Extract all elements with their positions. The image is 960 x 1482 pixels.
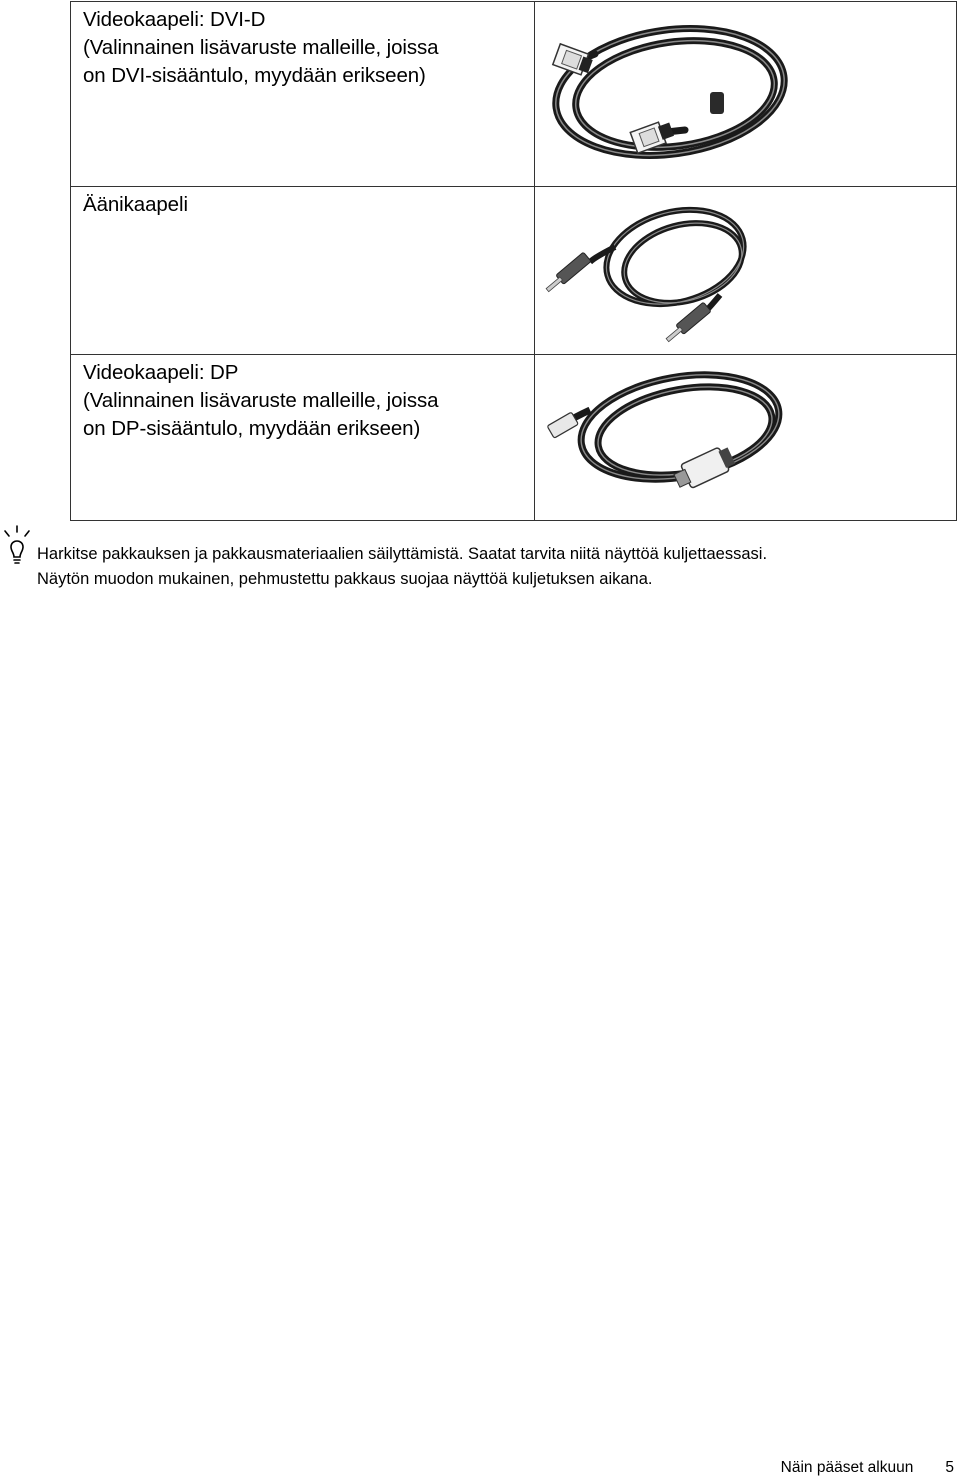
item-note: on DVI-sisääntulo, myydään erikseen): [83, 64, 426, 87]
item-title: Videokaapeli: DP: [83, 361, 239, 384]
page-number: 5: [945, 1459, 954, 1476]
item-description: [71, 187, 535, 355]
audio-cable-illustration: [535, 187, 957, 355]
dvi-cable-illustration: [535, 2, 957, 187]
table-row: [71, 2, 957, 187]
footer-section: Näin pääset alkuun: [780, 1459, 914, 1476]
item-description: [71, 2, 535, 187]
item-note: (Valinnainen lisävaruste malleille, joissa: [83, 389, 439, 412]
item-title: Videokaapeli: DVI-D: [83, 8, 266, 31]
tip-text: [37, 542, 767, 592]
lightbulb-icon: [2, 525, 32, 565]
dp-cable-illustration: [535, 355, 957, 521]
tip-line: Harkitse pakkauksen ja pakkausmateriaalien säilyttämistä. Saatat tarvita niitä näyttöä kuljettaessasi.: [37, 545, 768, 563]
table-row: [71, 187, 957, 355]
tip-line: Näytön muodon mukainen, pehmustettu pakkaus suojaa näyttöä kuljetuksen aikana.: [37, 570, 653, 588]
accessories-table: [70, 1, 957, 521]
table-row: [71, 355, 957, 521]
item-title: Äänikaapeli: [83, 193, 188, 216]
item-note: on DP-sisääntulo, myydään erikseen): [83, 417, 421, 440]
page-footer: [781, 1459, 954, 1477]
item-note: (Valinnainen lisävaruste malleille, joissa: [83, 36, 439, 59]
item-description: [71, 355, 535, 521]
